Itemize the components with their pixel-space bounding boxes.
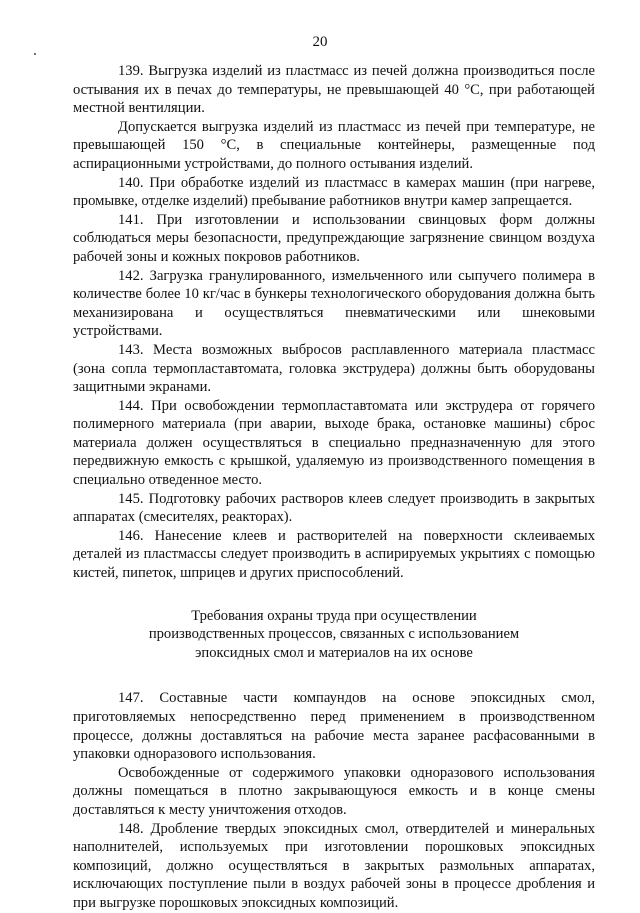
paragraph-141: 141. При изготовлении и использовании свинцовых форм должны соблюдаться меры безопасности, предупреждающие загрязнение свинцом воздуха рабочей зоны и кожных покровов работников. (73, 211, 595, 265)
paragraph-147: 147. Составные части компаундов на основе эпоксидных смол, приготовляемых непосредственно перед применением в производственном процессе, должны доставляться на рабочие места заранее расфасованными в упаковки одноразового использования. (73, 690, 595, 763)
section-heading-line: Требования охраны труда при осуществлении (191, 607, 477, 624)
paragraph-148: 148. Дробление твердых эпоксидных смол, отвердителей и минеральных наполнителей, используемых при изготовлении порошковых эпоксидных композиций, должно осуществляться в закрытых размольных аппаратах, исключающих поступление пыли в воздух рабочей зоны в процессе дробления и при выгрузке порошковых эпоксидных композиций. (73, 820, 595, 911)
paragraph-146: 146. Нанесение клеев и растворителей на поверхности склеиваемых деталей из пластмассы следует производить в аспирируемых укрытиях с помощью кистей, пипеток, шприцев и других приспособлений. (73, 527, 595, 582)
paragraph-143: 143. Места возможных выбросов расплавленного материала пластмасс (зона сопла термопластавтомата, головка экструдера) должны быть оборудованы защитными экранами. (73, 341, 595, 396)
paragraph-139: 139. Выгрузка изделий из пластмасс из печей должна производиться после остывания их в печах до температуры, не превышающей 40 °С, при работающей местной вентиляции. (73, 63, 595, 117)
section-heading-line: эпоксидных смол и материалов на их основе (195, 644, 473, 661)
section-heading-line: производственных процессов, связанных с использованием (148, 626, 520, 643)
paragraph-144: 144. При освобождении термопластавтомата или экструдера от горячего полимерного материала (при аварии, выходе брака, остановке машины) сброс материала должен осуществляться в специально предназначенную для этого передвижную емкость с крышкой, удаляемую из производственного помещения в специально отведенное место. (73, 397, 595, 489)
scan-dot (34, 53, 36, 55)
section-heading (73, 607, 595, 663)
paragraph-145: 145. Подготовку рабочих растворов клеев следует производить в закрытых аппаратах (смесителях, реакторах). (73, 490, 595, 526)
paragraph-147-continued: Освобожденные от содержимого упаковки одноразового использования должны помещаться в плотно закрывающуюся емкость и в конце смены доставляться к месту уничтожения отходов. (73, 764, 595, 818)
paragraph-139-continued: Допускается выгрузка изделий из пластмасс из печей при температуре, не превышающей 150 °С, в специальные контейнеры, размещенные под аспирационными устройствами, до полного остывания изделий. (73, 118, 595, 172)
paragraph-142: 142. Загрузка гранулированного, измельченного или сыпучего полимера в количестве более 10 кг/час в бункеры технологического оборудования должна быть механизирована и осуществляться пневматическими или шнековыми устройствами. (73, 267, 595, 340)
document-body (73, 62, 595, 913)
page-number: 20 (312, 34, 328, 50)
paragraph-140: 140. При обработке изделий из пластмасс в камерах машин (при нагреве, промывке, отделке изделий) пребывание работников внутри камер запрещается. (73, 174, 595, 210)
